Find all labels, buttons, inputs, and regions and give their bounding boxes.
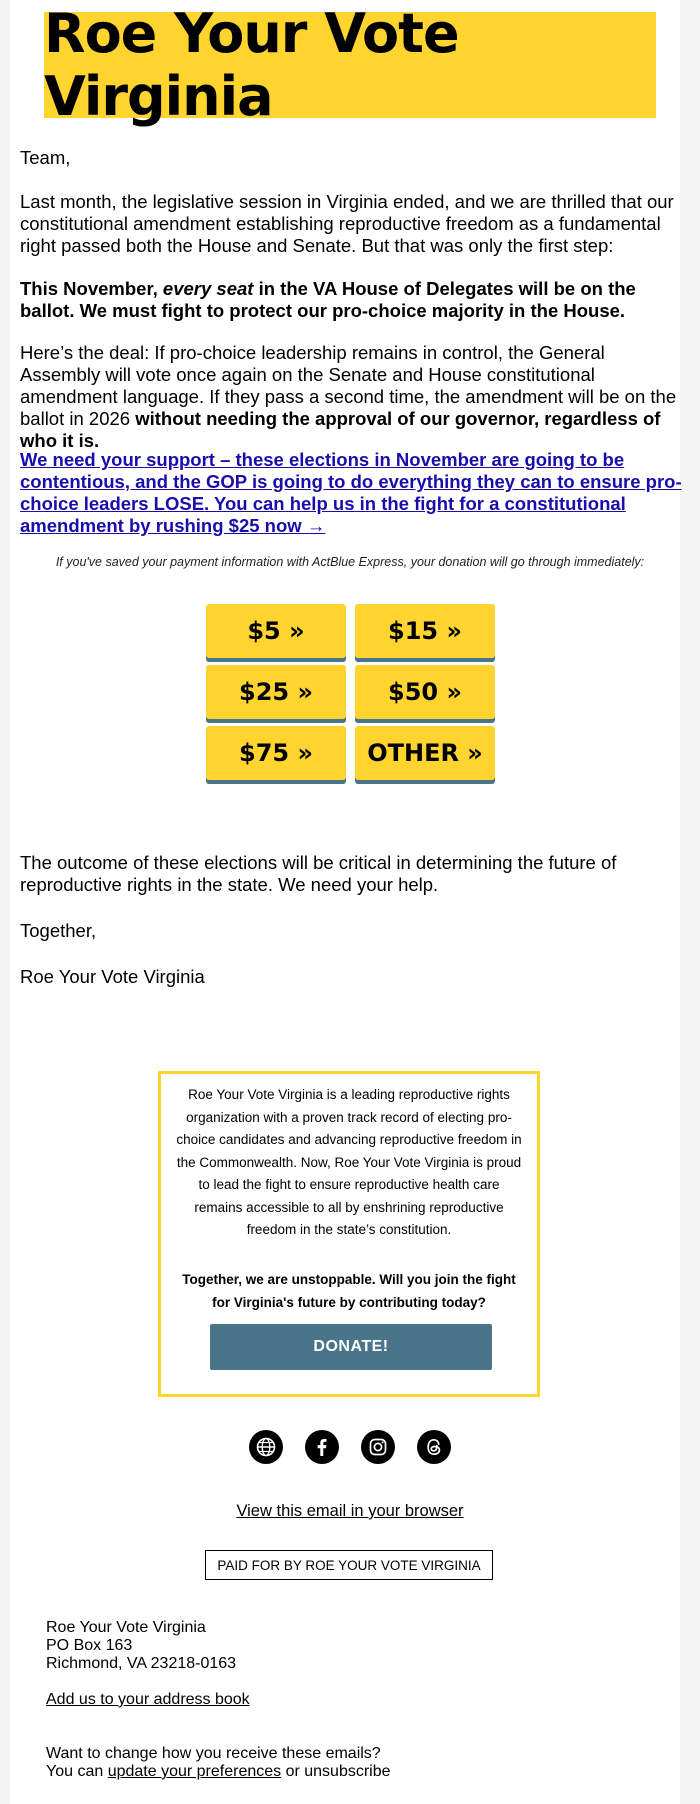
paragraph-2 (20, 278, 685, 322)
threads-icon (423, 1436, 445, 1458)
signoff: Together, (20, 920, 97, 941)
about-text: Roe Your Vote Virginia is a leading reproductive rights organization with a proven track record of electing pro-choice candidates and advancing reproductive freedom in the Commonwealth. Now, Roe Your Vote Virginia is proud to lead the fight to ensure reproductive health care remains accessible to all by enshrining reproductive freedom in the state’s constitution. (176, 1087, 522, 1237)
paragraph-3-bold: without needing the approval of our governor, regardless of who it is. (20, 408, 661, 451)
donate-cta-paragraph (20, 449, 685, 537)
paragraph-2-emphasis: every seat (162, 278, 254, 299)
about-cta: Together, we are unstoppable. Will you join the fight for Virginia's future by contributing today? (182, 1272, 516, 1310)
update-preferences-link[interactable]: update your preferences (107, 1763, 282, 1780)
address-org: Roe Your Vote Virginia (46, 1619, 206, 1636)
email-body (10, 0, 680, 1804)
paragraph-3-text: Here’s the deal: If pro-choice leadership remains in control, the General Assembly will vote once again on the Senate and House constitutional amendment language. If they pass a second time, the amendment will be on the ballot in 2026 (20, 342, 677, 429)
paragraph-2-bold-c: in the VA House of Delegates will be on the ballot. We must fight to protect our pro-choice majority in the House. (20, 278, 636, 321)
donate-50-button[interactable]: $50 » (355, 665, 495, 719)
address-city: Richmond, VA 23218-0163 (46, 1655, 237, 1672)
banner-title: Roe Your Vote Virginia (44, 2, 459, 128)
mailing-address (46, 1619, 391, 1781)
donate-5-button[interactable]: $5 » (206, 604, 346, 658)
about-box (158, 1071, 540, 1397)
paragraph-4: The outcome of these elections will be critical in determining the future of reproductive rights in the state. We need your help. (20, 852, 617, 895)
facebook-link[interactable] (305, 1430, 339, 1464)
greeting: Team, (20, 147, 71, 168)
signature: Roe Your Vote Virginia (20, 966, 205, 987)
paragraph-3 (20, 342, 685, 452)
instagram-link[interactable] (361, 1430, 395, 1464)
address-po-box: PO Box 163 (46, 1637, 133, 1654)
you-can-text: You can (46, 1763, 108, 1780)
threads-link[interactable] (417, 1430, 451, 1464)
change-preferences-question: Want to change how you receive these emails? (46, 1745, 381, 1762)
donate-75-button[interactable]: $75 » (206, 726, 346, 780)
donate-25-button[interactable]: $25 » (206, 665, 346, 719)
donate-button[interactable]: DONATE! (210, 1324, 492, 1370)
donate-other-button[interactable]: OTHER » (355, 726, 495, 780)
globe-icon (255, 1436, 277, 1458)
unsubscribe-text: or unsubscribe (281, 1763, 391, 1780)
facebook-icon (311, 1436, 333, 1458)
paid-for-disclaimer: PAID FOR BY ROE YOUR VOTE VIRGINIA (205, 1550, 493, 1580)
paragraph-2-bold-a: This November, (20, 278, 163, 299)
website-link[interactable] (249, 1430, 283, 1464)
view-in-browser-link[interactable]: View this email in your browser (236, 1502, 464, 1520)
donate-15-button[interactable]: $15 » (355, 604, 495, 658)
header-banner (44, 2, 656, 128)
actblue-express-note: If you've saved your payment information with ActBlue Express, your donation will go through immediately: (55, 555, 645, 569)
preferences-line (46, 1763, 391, 1781)
paragraph-1: Last month, the legislative session in Virginia ended, and we are thrilled that our constitutional amendment establishing reproductive freedom as a fundamental right passed both the House and Senate. But that was only the first step: (20, 191, 674, 256)
address-book-link[interactable]: Add us to your address book (46, 1691, 250, 1708)
instagram-icon (367, 1436, 389, 1458)
donate-cta-link[interactable]: We need your support – these elections in November are going to be contentious, and the GOP is going to do everything they can to ensure pro-choice leaders LOSE. You can help us in the fight for a constitutional amendment by rushing $25 now → (20, 449, 682, 536)
